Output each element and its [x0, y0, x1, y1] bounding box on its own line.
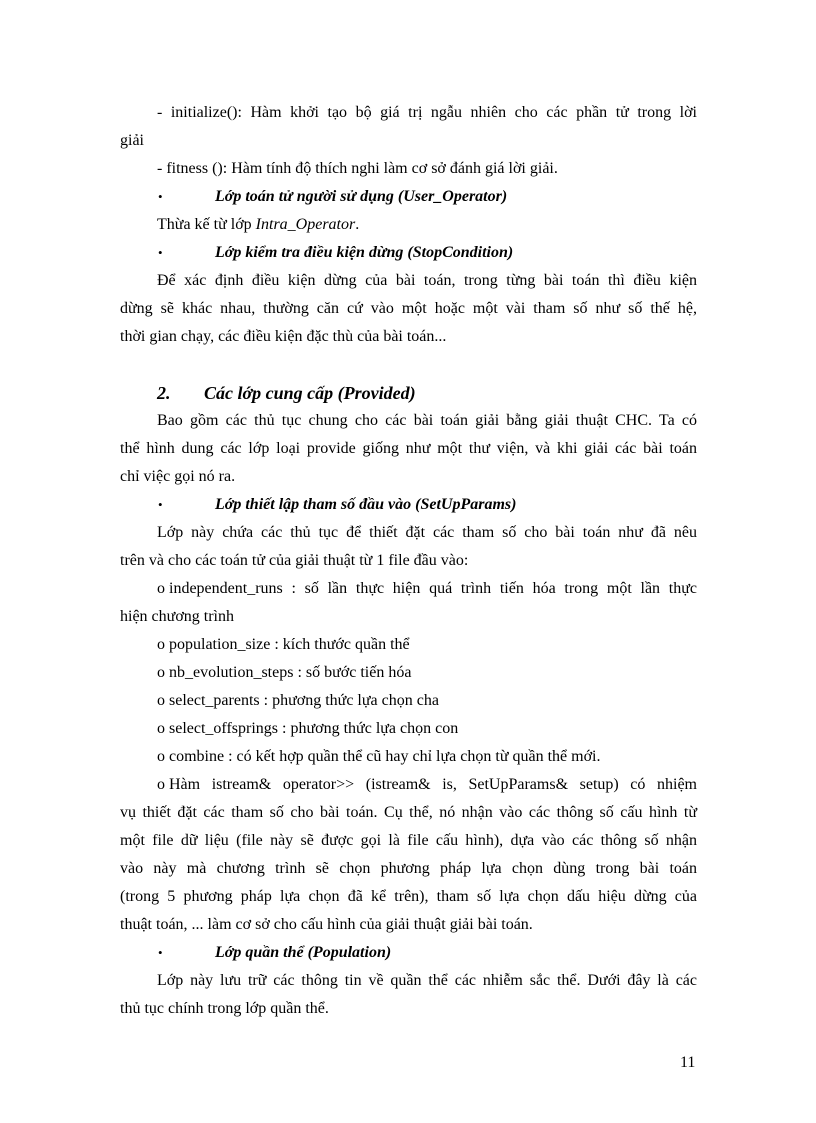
- list-item: select_offsprings : phương thức lựa chọn con: [169, 720, 459, 737]
- paragraph-line: thể hình dung các lớp loại provide giống như một thư viện, và khi giải các bài toán: [120, 440, 697, 457]
- paragraph-line: Bao gồm các thủ tục chung cho các bài toán giải bằng giải thuật CHC. Ta có: [157, 412, 697, 429]
- circle-bullet-icon: o: [157, 664, 165, 681]
- bullet-icon: •: [158, 497, 163, 512]
- section-number: 2.: [157, 383, 171, 403]
- list-item: nb_evolution_steps : số bước tiến hóa: [169, 664, 412, 681]
- subsection-heading: Lớp toán tử người sử dụng (User_Operator): [215, 188, 508, 205]
- circle-bullet-icon: o: [157, 636, 165, 653]
- subsection-heading: Lớp quần thể (Population): [215, 944, 392, 961]
- list-item-line: thuật toán, ... làm cơ sở cho cấu hình của giải thuật giải bài toán.: [120, 916, 533, 933]
- paragraph-line: dừng sẽ khác nhau, thường căn cứ vào một hoặc một vài tham số như số thế hệ,: [120, 300, 697, 317]
- circle-bullet-icon: o: [157, 720, 165, 737]
- circle-bullet-icon: o: [157, 580, 165, 597]
- paragraph-line: giải: [120, 132, 144, 149]
- paragraph-line: Lớp này chứa các thủ tục để thiết đặt các tham số cho bài toán như đã nêu: [157, 524, 697, 541]
- bullet-icon: •: [158, 189, 163, 204]
- circle-bullet-icon: o: [157, 776, 165, 793]
- list-item-line: (trong 5 phương pháp lựa chọn đã kể trên), tham số lựa chọn dấu hiệu dừng của: [120, 888, 697, 905]
- paragraph-line: thủ tục chính trong lớp quần thể.: [120, 1000, 329, 1017]
- list-item: select_parents : phương thức lựa chọn cha: [169, 692, 439, 709]
- paragraph-line: - fitness (): Hàm tính độ thích nghi làm cơ sở đánh giá lời giải.: [157, 160, 558, 177]
- list-item-line: vào này mà chương trình sẽ chọn phương pháp lựa chọn dùng trong bài toán: [120, 860, 697, 877]
- circle-bullet-icon: o: [157, 748, 165, 765]
- list-item-line: independent_runs : số lần thực hiện quá trình tiến hóa trong một lần thực: [169, 580, 697, 597]
- paragraph-line: thời gian chạy, các điều kiện đặc thù của bài toán...: [120, 328, 447, 345]
- paragraph-line: trên và cho các toán tử của giải thuật từ 1 file đầu vào:: [120, 552, 469, 569]
- list-item: population_size : kích thước quần thể: [169, 636, 410, 653]
- circle-bullet-icon: o: [157, 692, 165, 709]
- subsection-heading: Lớp thiết lập tham số đầu vào (SetUpParams): [215, 496, 517, 513]
- list-item: combine : có kết hợp quần thể cũ hay chỉ lựa chọn từ quần thể mới.: [169, 748, 601, 765]
- bullet-icon: •: [158, 945, 163, 960]
- list-item-line: Hàm istream& operator>> (istream& is, SetUpParams& setup) có nhiệm: [169, 776, 697, 793]
- page-number: 11: [680, 1054, 696, 1071]
- paragraph-line: Lớp này lưu trữ các thông tin về quần thể các nhiễm sắc thể. Dưới đây là các: [157, 972, 697, 989]
- list-item-line: một file dữ liệu (file này sẽ được gọi là file cấu hình), dựa vào các thông số nhận: [120, 832, 697, 849]
- list-item-line: vụ thiết đặt các tham số cho bài toán. Cụ thể, nó nhận vào các thông số cấu hình từ: [120, 804, 697, 821]
- bullet-icon: •: [158, 245, 163, 260]
- paragraph-line: Để xác định điều kiện dừng của bài toán, trong từng bài toán thì điều kiện: [157, 272, 697, 289]
- paragraph-line: Thừa kế từ lớp Intra_Operator.: [157, 216, 360, 233]
- section-title: Các lớp cung cấp (Provided): [204, 383, 416, 403]
- paragraph-line: - initialize(): Hàm khởi tạo bộ giá trị ngẫu nhiên cho các phần tử trong lời: [157, 104, 697, 121]
- list-item-line: hiện chương trình: [120, 608, 234, 625]
- subsection-heading: Lớp kiểm tra điều kiện dừng (StopCondition): [215, 244, 514, 261]
- paragraph-line: chỉ việc gọi nó ra.: [120, 468, 236, 485]
